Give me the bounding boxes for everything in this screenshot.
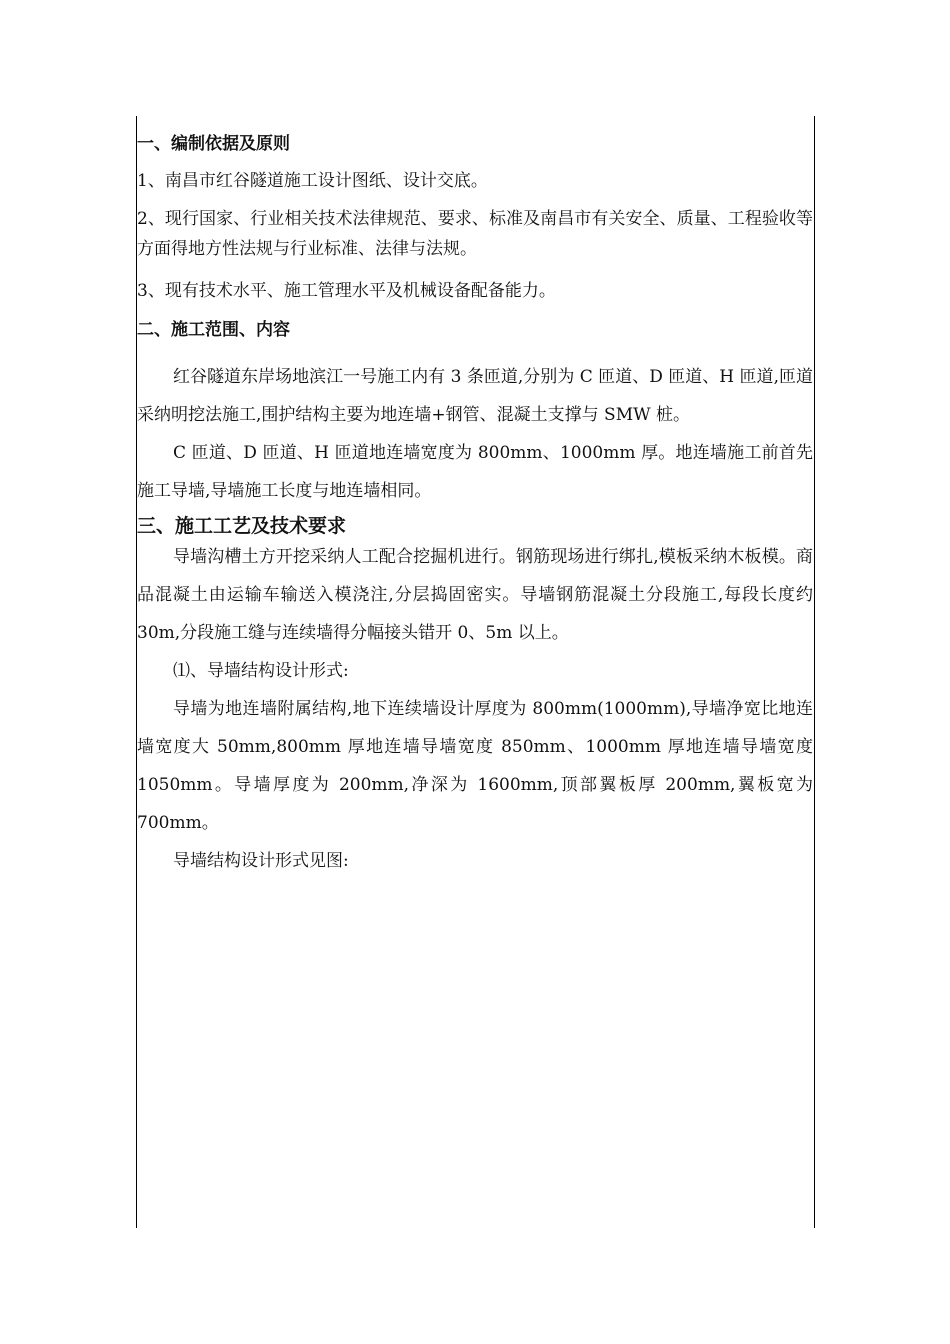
section-3-figure-caption: 导墙结构设计形式见图: — [173, 851, 349, 871]
section-3-paragraph-1: 导墙沟槽土方开挖采纳人工配合挖掘机进行。钢筋现场进行绑扎,模板采纳木板模。商品混凝土由运输车输送入模浇注,分层捣固密实。导墙钢筋混凝土分段施工,每段长度约 30m,分段施工缝与连续墙得分幅接头错开 0、5m 以上。 — [137, 547, 813, 643]
section-1-item-1: 1、南昌市红谷隧道施工设计图纸、设计交底。 — [137, 171, 488, 191]
table-right-border — [814, 116, 815, 1228]
document-body — [137, 130, 813, 880]
section-1-item-2: 2、现行国家、行业相关技术法律规范、要求、标准及南昌市有关安全、质量、工程验收等方面得地方性法规与行业标准、法律与法规。 — [137, 209, 813, 259]
section-2-heading: 二、施工范围、内容 — [137, 320, 290, 340]
section-3-subheading: ⑴、导墙结构设计形式: — [173, 661, 349, 681]
section-2-paragraph-1: 红谷隧道东岸场地滨江一号施工内有 3 条匝道,分别为 C 匝道、D 匝道、H 匝道,匝道采纳明挖法施工,围护结构主要为地连墙+钢管、混凝土支撑与 SMW 桩。 — [137, 367, 813, 425]
section-2-paragraph-2: C 匝道、D 匝道、H 匝道地连墙宽度为 800mm、1000mm 厚。地连墙施工前首先施工导墙,导墙施工长度与地连墙相同。 — [137, 443, 813, 501]
section-3-heading: 三、施工工艺及技术要求 — [137, 515, 347, 537]
section-3-paragraph-2: 导墙为地连墙附属结构,地下连续墙设计厚度为 800mm(1000mm),导墙净宽比地连墙宽度大 50mm,800mm 厚地连墙导墙宽度 850mm、1000mm 厚地连墙导墙宽度 1050mm。导墙厚度为 200mm,净深为 1600mm,顶部翼板厚 200mm,翼板宽为 700mm。 — [137, 699, 813, 833]
section-1-item-3: 3、现有技术水平、施工管理水平及机械设备配备能力。 — [137, 281, 556, 301]
section-1-heading: 一、编制依据及原则 — [137, 134, 290, 154]
